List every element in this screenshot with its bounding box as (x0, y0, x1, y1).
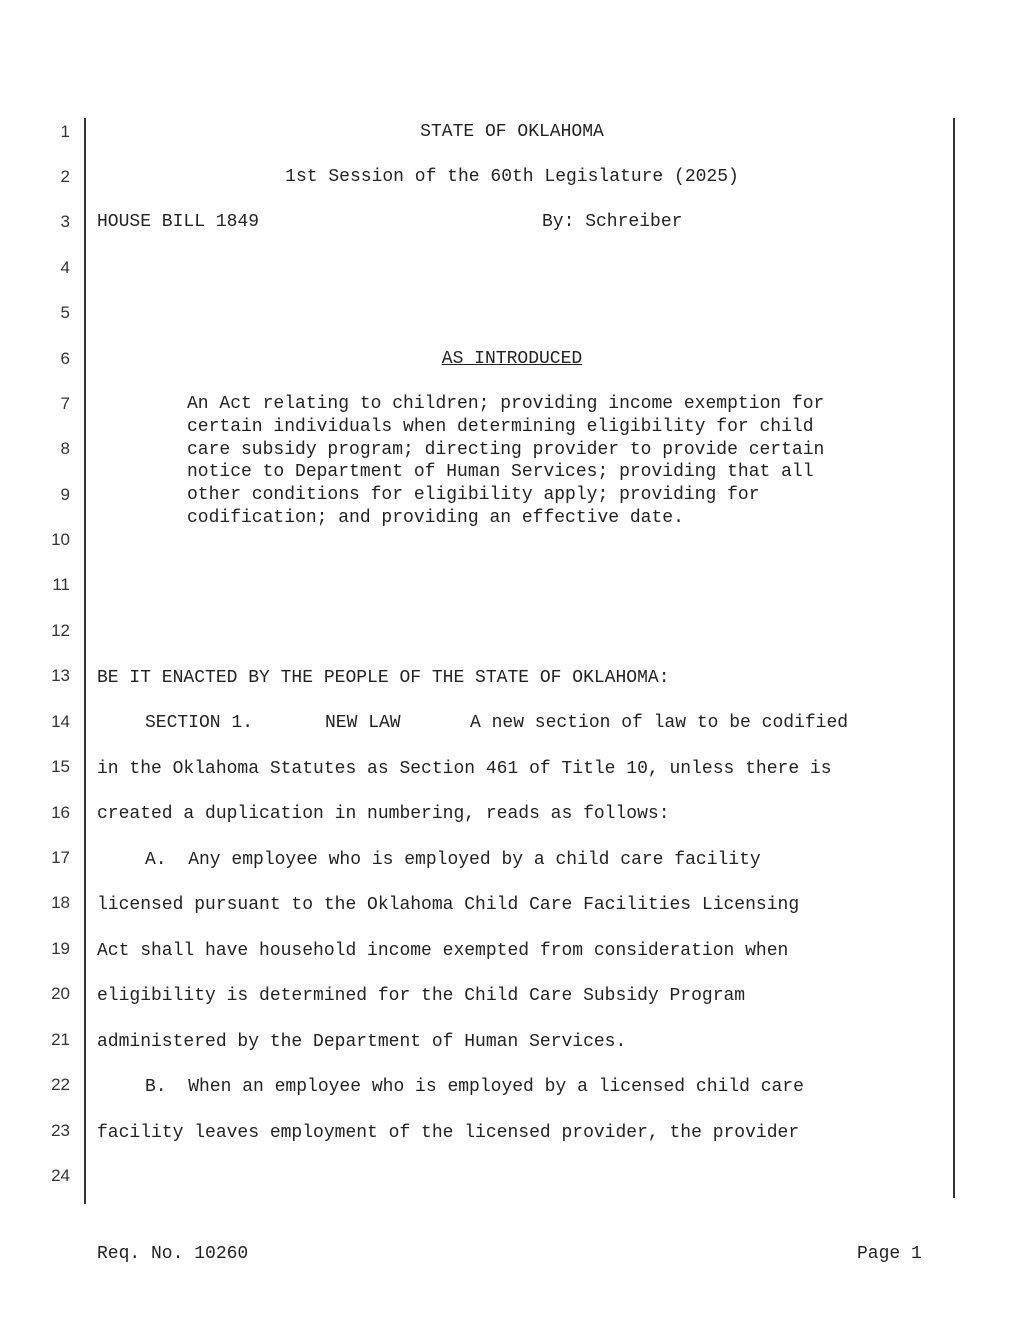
line-number: 1 (60, 122, 70, 141)
section-intro: A new section of law to be codified (470, 713, 849, 733)
enacting-clause: BE IT ENACTED BY THE PEOPLE OF THE STATE OF OKLAHOMA: (97, 668, 670, 688)
line-number: 5 (60, 303, 70, 322)
line-number: 8 (60, 439, 70, 458)
line-number: 14 (51, 712, 70, 731)
line-number: 3 (60, 212, 70, 231)
status-label: AS INTRODUCED (441, 349, 583, 369)
line-number: 6 (60, 349, 70, 368)
line-number: 12 (51, 621, 70, 640)
page-number: Page 1 (857, 1244, 922, 1264)
line-number: 17 (51, 848, 70, 867)
line-number: 15 (51, 757, 70, 776)
body-line: created a duplication in numbering, reads as follows: (97, 804, 670, 824)
line-number: 10 (51, 530, 70, 549)
line-number: 19 (51, 939, 70, 958)
line-number: 23 (51, 1121, 70, 1140)
body-line: administered by the Department of Human Services. (97, 1032, 627, 1052)
line-number: 20 (51, 984, 70, 1003)
section-label: SECTION 1. (145, 713, 254, 733)
body-line: facility leaves employment of the licensed provider, the provider (97, 1123, 800, 1143)
bill-number: HOUSE BILL 1849 (97, 212, 260, 232)
line-number: 11 (52, 575, 70, 594)
request-number: Req. No. 10260 (97, 1244, 249, 1264)
status-heading (86, 348, 938, 370)
body-line: A. Any employee who is employed by a child care facility (145, 850, 761, 870)
line-number: 4 (60, 258, 70, 277)
line-number: 22 (51, 1075, 70, 1094)
bill-abstract: An Act relating to children; providing income exemption for certain individuals when determining eligibility for child care subsidy program; directing provider to provide certain notice to Department of Human Services; providing that all other conditions for eligibility apply; providing for codification; and providing an effective date. (187, 394, 825, 528)
bill-author: By: Schreiber (542, 212, 683, 232)
left-margin-rule (84, 118, 86, 1204)
body-line: in the Oklahoma Statutes as Section 461 of Title 10, unless there is (97, 759, 832, 779)
line-number: 13 (51, 666, 70, 685)
line-number: 21 (51, 1030, 70, 1049)
section-type: NEW LAW (325, 713, 401, 733)
line-number: 7 (60, 394, 70, 413)
body-line: B. When an employee who is employed by a licensed child care (145, 1077, 804, 1097)
line-number: 18 (51, 893, 70, 912)
line-number: 9 (60, 485, 70, 504)
body-line: eligibility is determined for the Child Care Subsidy Program (97, 986, 746, 1006)
body-line: Act shall have household income exempted from consideration when (97, 941, 789, 961)
state-heading: STATE OF OKLAHOMA (420, 122, 604, 142)
line-number: 16 (51, 803, 70, 822)
line-number: 24 (51, 1166, 70, 1185)
line-number: 2 (60, 167, 70, 186)
body-line: licensed pursuant to the Oklahoma Child Care Facilities Licensing (97, 895, 800, 915)
session-heading: 1st Session of the 60th Legislature (2025) (285, 167, 739, 187)
right-margin-rule (953, 118, 955, 1198)
